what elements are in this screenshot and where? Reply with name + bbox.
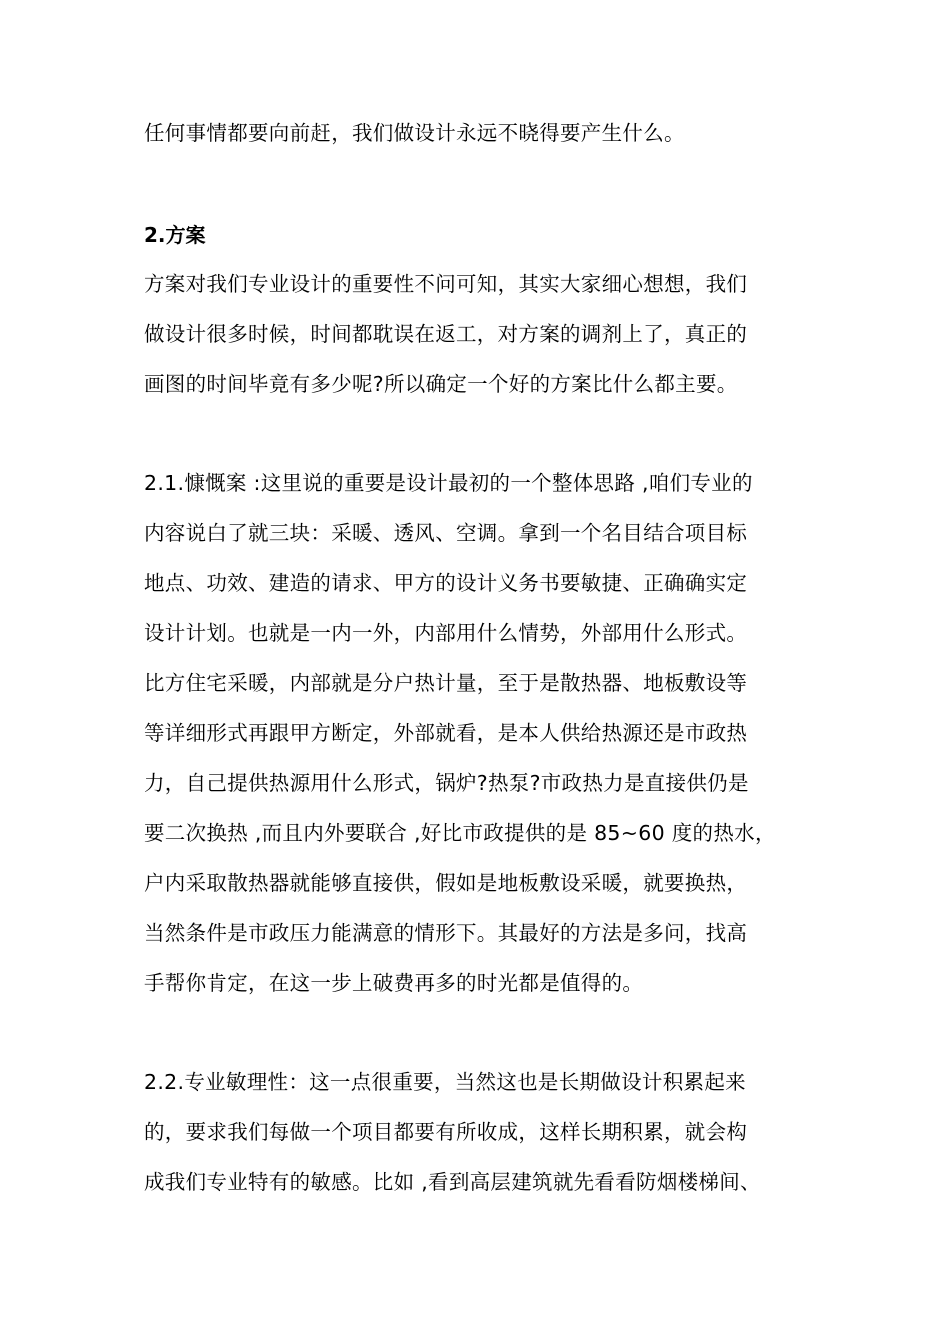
- section-heading: 2.方案: [144, 223, 206, 247]
- paragraph-line: 力，自己提供热源用什么形式，锅炉?热泵?市政热力是直接供仍是: [144, 771, 749, 795]
- paragraph-line: 的，要求我们每做一个项目都要有所收成，这样长期积累，就会构: [144, 1120, 748, 1144]
- paragraph-line: 方案对我们专业设计的重要性不问可知，其实大家细心想想，我们: [144, 272, 748, 296]
- paragraph-line: 做设计很多时候，时间都耽误在返工，对方案的调剂上了，真正的: [144, 322, 748, 346]
- paragraph-line: 地点、功效、建造的请求、甲方的设计义务书要敏捷、正确确实定: [144, 571, 748, 595]
- paragraph-line: 内容说白了就三块：采暖、透风、空调。拿到一个名目结合项目标: [144, 521, 748, 545]
- paragraph-line: 户内采取散热器就能够直接供，假如是地板敷设采暖，就要换热，: [144, 871, 748, 895]
- paragraph-line: 2.1.慷慨案 :这里说的重要是设计最初的一个整体思路 ,咱们专业的: [144, 471, 753, 495]
- paragraph-line: 当然条件是市政压力能满意的情形下。其最好的方法是多问，找高: [144, 921, 748, 945]
- paragraph-line: 设计计划。也就是一内一外，内部用什么情势，外部用什么形式。: [144, 621, 748, 645]
- paragraph-line: 成我们专业特有的敏感。比如 ,看到高层建筑就先看看防烟楼梯间、: [144, 1170, 761, 1194]
- paragraph-line: 等详细形式再跟甲方断定，外部就看，是本人供给热源还是市政热: [144, 721, 748, 745]
- paragraph-line: 画图的时间毕竟有多少呢?所以确定一个好的方案比什么都主要。: [144, 372, 738, 396]
- intro-line: 任何事情都要向前赶，我们做设计永远不晓得要产生什么。: [144, 121, 685, 145]
- paragraph-line: 要二次换热 ,而且内外要联合 ,好比市政提供的是 85~60 度的热水，: [144, 821, 776, 845]
- paragraph-line: 比方住宅采暖，内部就是分户热计量，至于是散热器、地板敷设等: [144, 671, 748, 695]
- paragraph-line: 2.2.专业敏理性：这一点很重要，当然这也是长期做设计积累起来: [144, 1070, 746, 1094]
- paragraph-line: 手帮你肯定，在这一步上破费再多的时光都是值得的。: [144, 971, 644, 995]
